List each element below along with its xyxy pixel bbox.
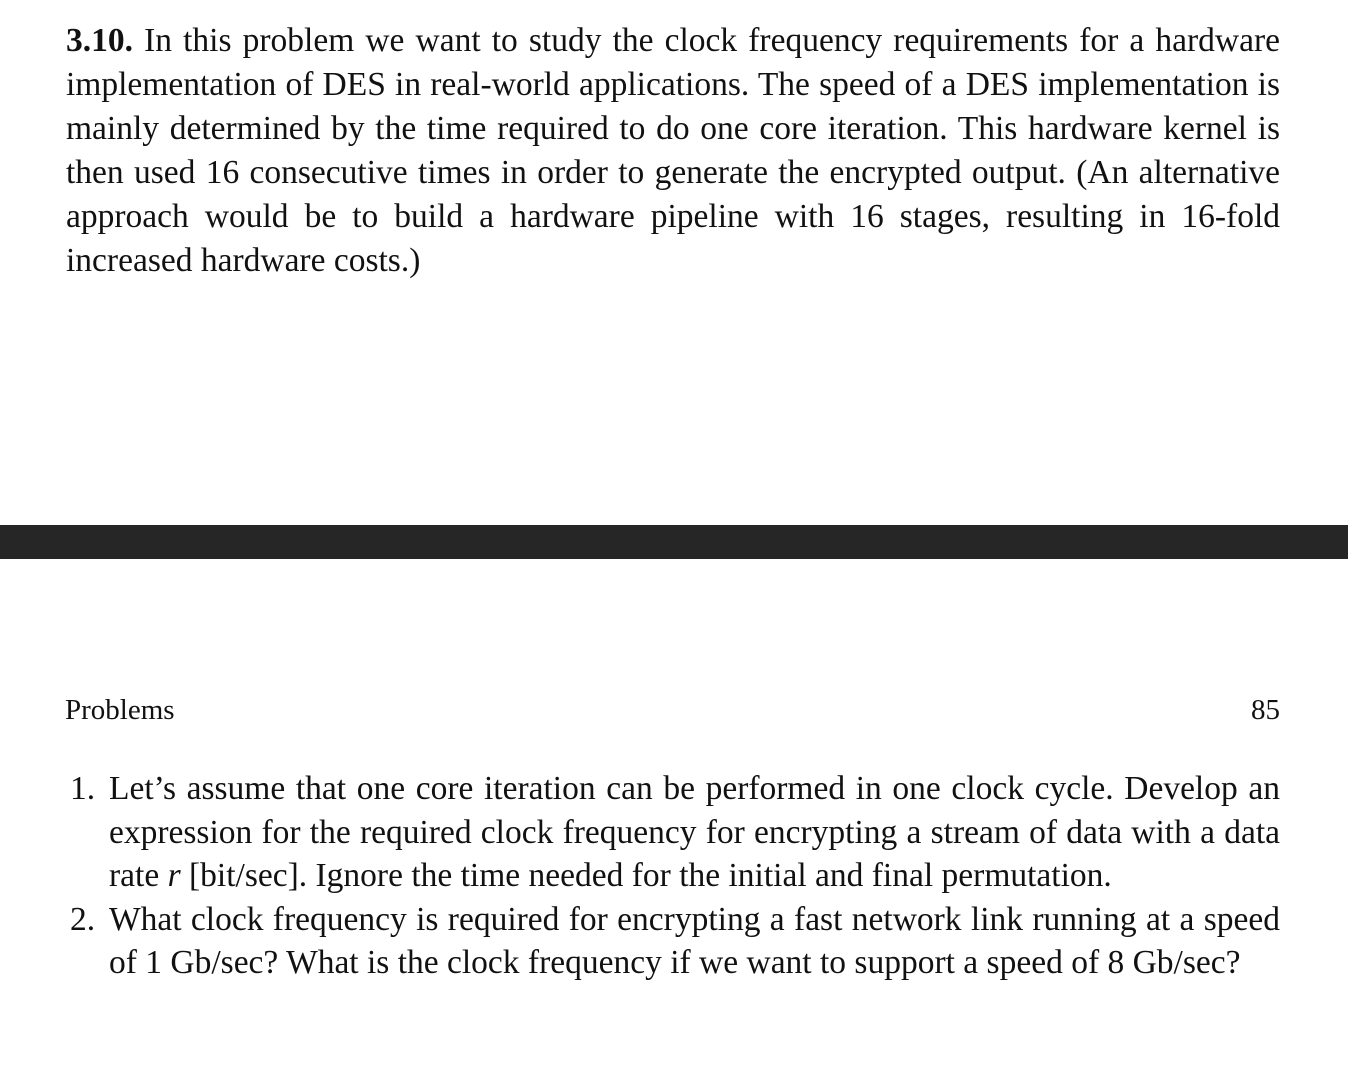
page-separator bbox=[0, 522, 1348, 562]
subquestion-1-variable: r bbox=[167, 857, 181, 895]
problem-number: 3.10. bbox=[66, 22, 133, 59]
subquestion-list bbox=[66, 767, 1280, 985]
subquestion-1 bbox=[66, 767, 1280, 898]
problem-text: In this problem we want to study the clock frequency requirements for a hardware implementation of DES in real-world applications. The speed of a DES implementation is mainly determined by the time required to do one core iteration. This hardware kernel is then used 16 consecutive times in order to generate the encrypted output. (An alternative approach would be to build a hardware pipeline with 16 stages, resulting in 16-fold increased hardware costs.) bbox=[66, 22, 1281, 279]
problem-paragraph bbox=[66, 19, 1280, 283]
page-separator-bar bbox=[0, 525, 1348, 559]
subquestion-1-text-a: Let’s assume that one core iteration can be performed in one clock cycle. Develop an expression for the required clock frequency for encrypting a stream of data with a data rate bbox=[109, 770, 1280, 895]
subquestion-1-text-b: [bit/sec]. Ignore the time needed for the initial and final permutation. bbox=[180, 857, 1112, 895]
subquestion-2-label: 2. bbox=[70, 900, 96, 938]
subquestion-2-text: What clock frequency is required for encrypting a fast network link running at a speed of 1 Gb/sec? What is the clock frequency if we want to support a speed of 8 Gb/sec? bbox=[109, 900, 1280, 982]
previous-page bbox=[0, 0, 1348, 522]
page-number: 85 bbox=[1251, 694, 1280, 726]
subquestion-2 bbox=[66, 898, 1280, 985]
subquestion-1-label: 1. bbox=[70, 770, 96, 807]
running-head: Problems bbox=[65, 694, 175, 726]
